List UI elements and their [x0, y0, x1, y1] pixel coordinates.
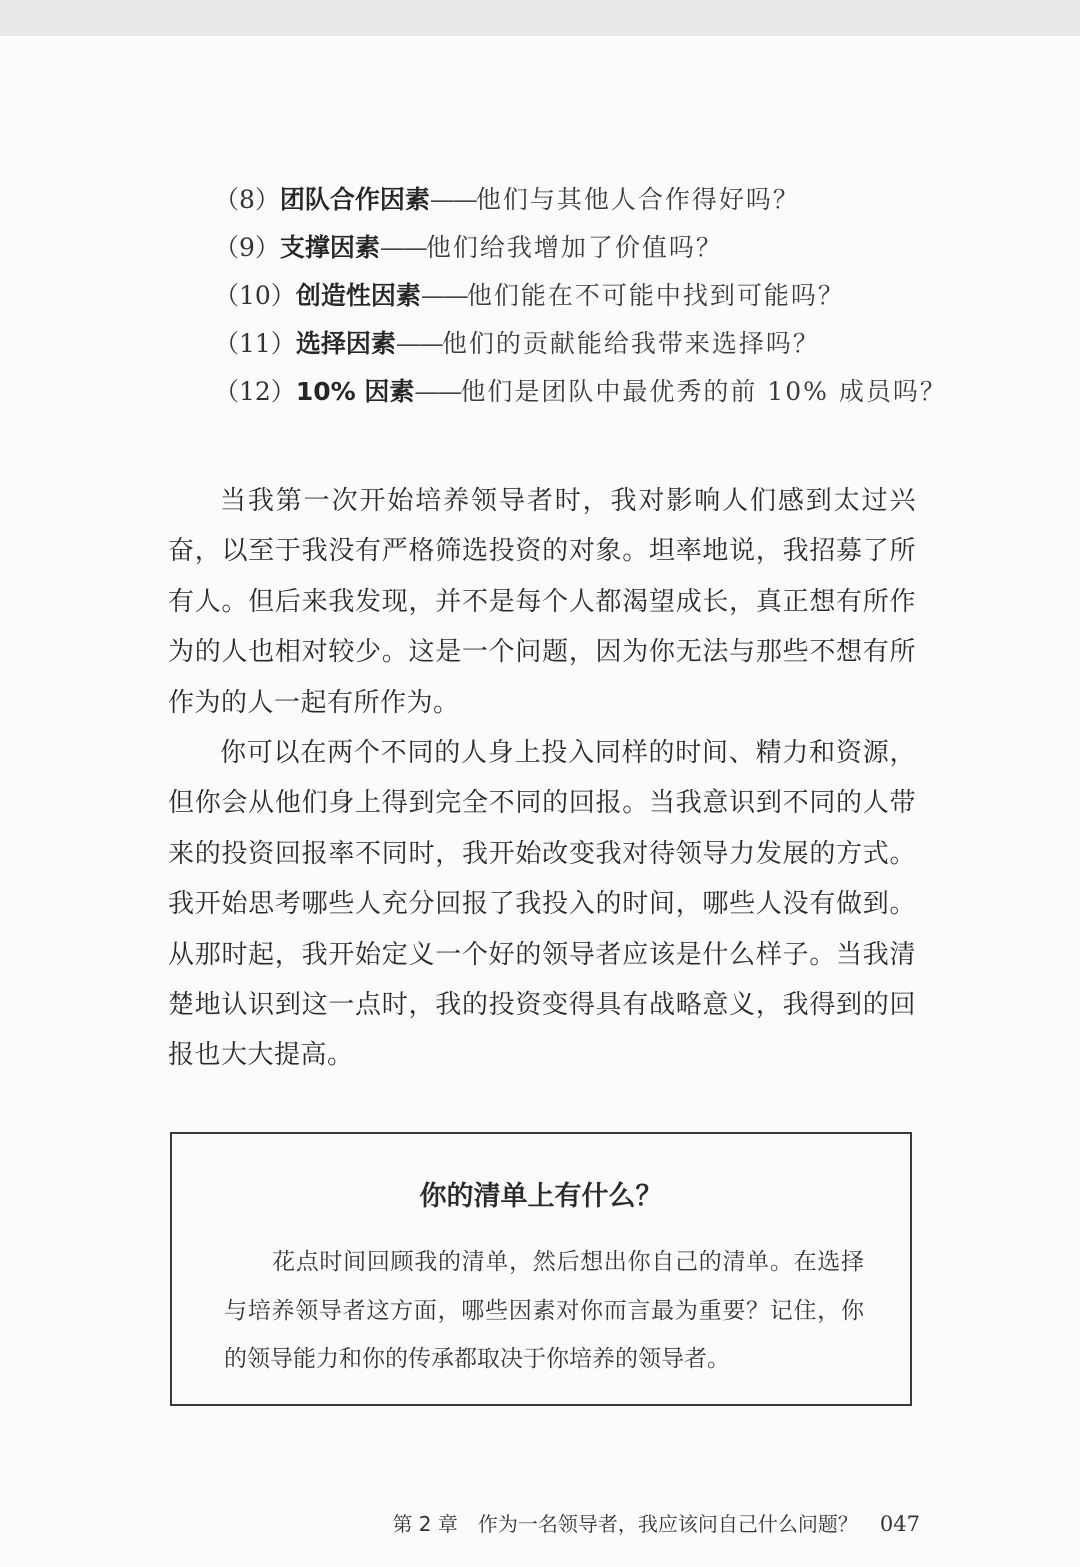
list-item-question: 他们是团队中最优秀的前 10% 成员吗？ [460, 377, 947, 406]
list-item-number: （8） [214, 185, 280, 214]
list-item-dash: —— [429, 185, 476, 214]
paragraph: 你可以在两个不同的人身上投入同样的时间、精力和资源，但你会从他们身上得到完全不同的回报。当我意识到不同的人带来的投资回报率不同时，我开始改变我对待领导力发展的方式。我开始思考哪些人充分回报了我投入的时间，哪些人没有做到。从那时起，我开始定义一个好的领导者应该是什么样子。当我清楚地认识到这一点时，我的投资变得具有战略意义，我得到的回报也大大提高。 [168, 738, 916, 1071]
list-item-question: 他们给我增加了价值吗？ [425, 233, 723, 262]
list-item-factor: 团队合作因素 [279, 185, 430, 214]
list-item [214, 224, 934, 272]
list-item-question: 他们能在不可能中找到可能吗？ [466, 281, 845, 310]
list-item [214, 368, 947, 416]
list-item [214, 176, 934, 224]
callout-box [170, 1132, 912, 1406]
list-item-dash: —— [420, 281, 467, 310]
paragraph: 当我第一次开始培养领导者时，我对影响人们感到太过兴奋，以至于我没有严格筛选投资的对象。坦率地说，我招募了所有人。但后来我发现，并不是每个人都渴望成长，真正想有所作为的人也相对较少。这是一个问题，因为你无法与那些不想有所作为的人一起有所作为。 [168, 486, 916, 718]
list-item [214, 272, 934, 320]
book-page [0, 36, 1080, 1567]
top-strip [0, 0, 1080, 36]
list-item [214, 320, 934, 368]
chapter-title: 第 2 章 作为一名领导者，我应该问自己什么问题？ [392, 1512, 858, 1536]
list-item-dash: —— [379, 233, 426, 262]
list-item-factor: 选择因素 [295, 329, 396, 358]
callout-title: 你的清单上有什么？ [419, 1181, 663, 1212]
list-item-dash: —— [414, 377, 461, 406]
list-item-number: （12） [214, 377, 296, 406]
page-number: 047 [879, 1512, 920, 1536]
list-item-question: 他们与其他人合作得好吗？ [475, 185, 800, 214]
callout-body: 花点时间回顾我的清单，然后想出你自己的清单。在选择与培养领导者这方面，哪些因素对你而言最为重要？记住，你的领导能力和你的传承都取决于你培养的领导者。 [224, 1249, 864, 1372]
factor-list [214, 176, 947, 416]
body-text [168, 476, 916, 1081]
list-item-factor: 支撑因素 [279, 233, 380, 262]
list-item-number: （11） [214, 329, 296, 358]
list-item-factor: 10% 因素 [295, 377, 415, 406]
list-item-number: （9） [214, 233, 280, 262]
list-item-question: 他们的贡献能给我带来选择吗？ [441, 329, 820, 358]
list-item-number: （10） [214, 281, 296, 310]
page-footer [380, 1508, 920, 1537]
list-item-factor: 创造性因素 [295, 281, 421, 310]
list-item-dash: —— [395, 329, 442, 358]
